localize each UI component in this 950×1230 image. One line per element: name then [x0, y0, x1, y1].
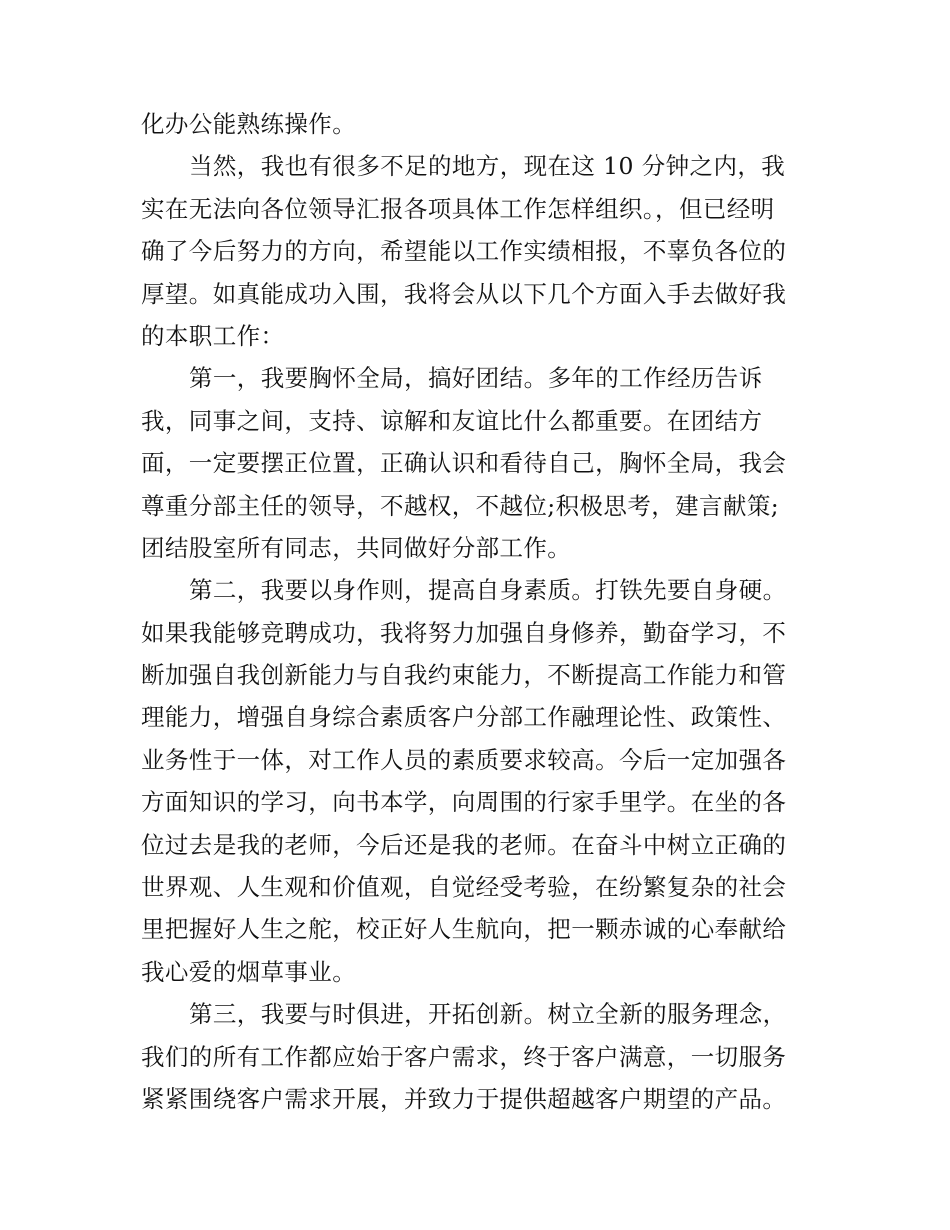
text-line: 厚望。如真能成功入围，我将会从以下几个方面入手去做好我 — [141, 279, 787, 308]
text-line: 团结股室所有同志，共同做好分部工作。 — [141, 533, 572, 562]
paragraph-start-line: 第三，我要与时俱进，开拓创新。树立全新的服务理念， — [189, 1000, 787, 1029]
text-line: 我们的所有工作都应始于客户需求，终于客户满意，一切服务 — [141, 1042, 787, 1071]
paragraph-start-line: 当然，我也有很多不足的地方，现在这 10 分钟之内，我 — [189, 152, 786, 181]
text-line: 面，一定要摆正位置，正确认识和看待自己，胸怀全局，我会 — [141, 449, 787, 478]
document-body — [141, 103, 813, 1120]
text-line: 断加强自我创新能力与自我约束能力，不断提高工作能力和管 — [141, 661, 787, 690]
text-line: 确了今后努力的方向，希望能以工作实绩相报，不辜负各位的 — [141, 237, 787, 266]
text-line: 化办公能熟练操作。 — [141, 110, 357, 138]
text-line: 的本职工作： — [141, 321, 285, 350]
text-line: 理能力，增强自身综合素质客户分部工作融理论性、政策性、 — [141, 703, 787, 732]
text-line: 尊重分部主任的领导，不越权，不越位;积极思考，建言献策; — [141, 491, 780, 520]
text-line: 业务性于一体，对工作人员的素质要求较高。今后一定加强各 — [141, 745, 787, 774]
text-line: 紧紧围绕客户需求开展，并致力于提供超越客户期望的产品。 — [141, 1084, 787, 1113]
paragraph-start-line: 第二，我要以身作则，提高自身素质。打铁先要自身硬。 — [189, 576, 787, 605]
text-line: 世界观、人生观和价值观，自觉经受考验，在纷繁复杂的社会 — [141, 873, 787, 902]
text-line: 我，同事之间，支持、谅解和友谊比什么都重要。在团结方 — [141, 406, 763, 435]
text-line: 如果我能够竞聘成功，我将努力加强自身修养，勤奋学习，不 — [141, 618, 787, 647]
text-line: 实在无法向各位领导汇报各项具体工作怎样组织。，但已经明 — [141, 194, 775, 223]
text-line: 位过去是我的老师，今后还是我的老师。在奋斗中树立正确的 — [141, 830, 787, 859]
text-line: 方面知识的学习，向书本学，向周围的行家手里学。在坐的各 — [141, 788, 787, 817]
text-line: 里把握好人生之舵，校正好人生航向，把一颗赤诚的心奉献给 — [141, 915, 787, 944]
text-line: 我心爱的烟草事业。 — [141, 957, 357, 986]
paragraph-start-line: 第一，我要胸怀全局，搞好团结。多年的工作经历告诉 — [189, 364, 763, 393]
